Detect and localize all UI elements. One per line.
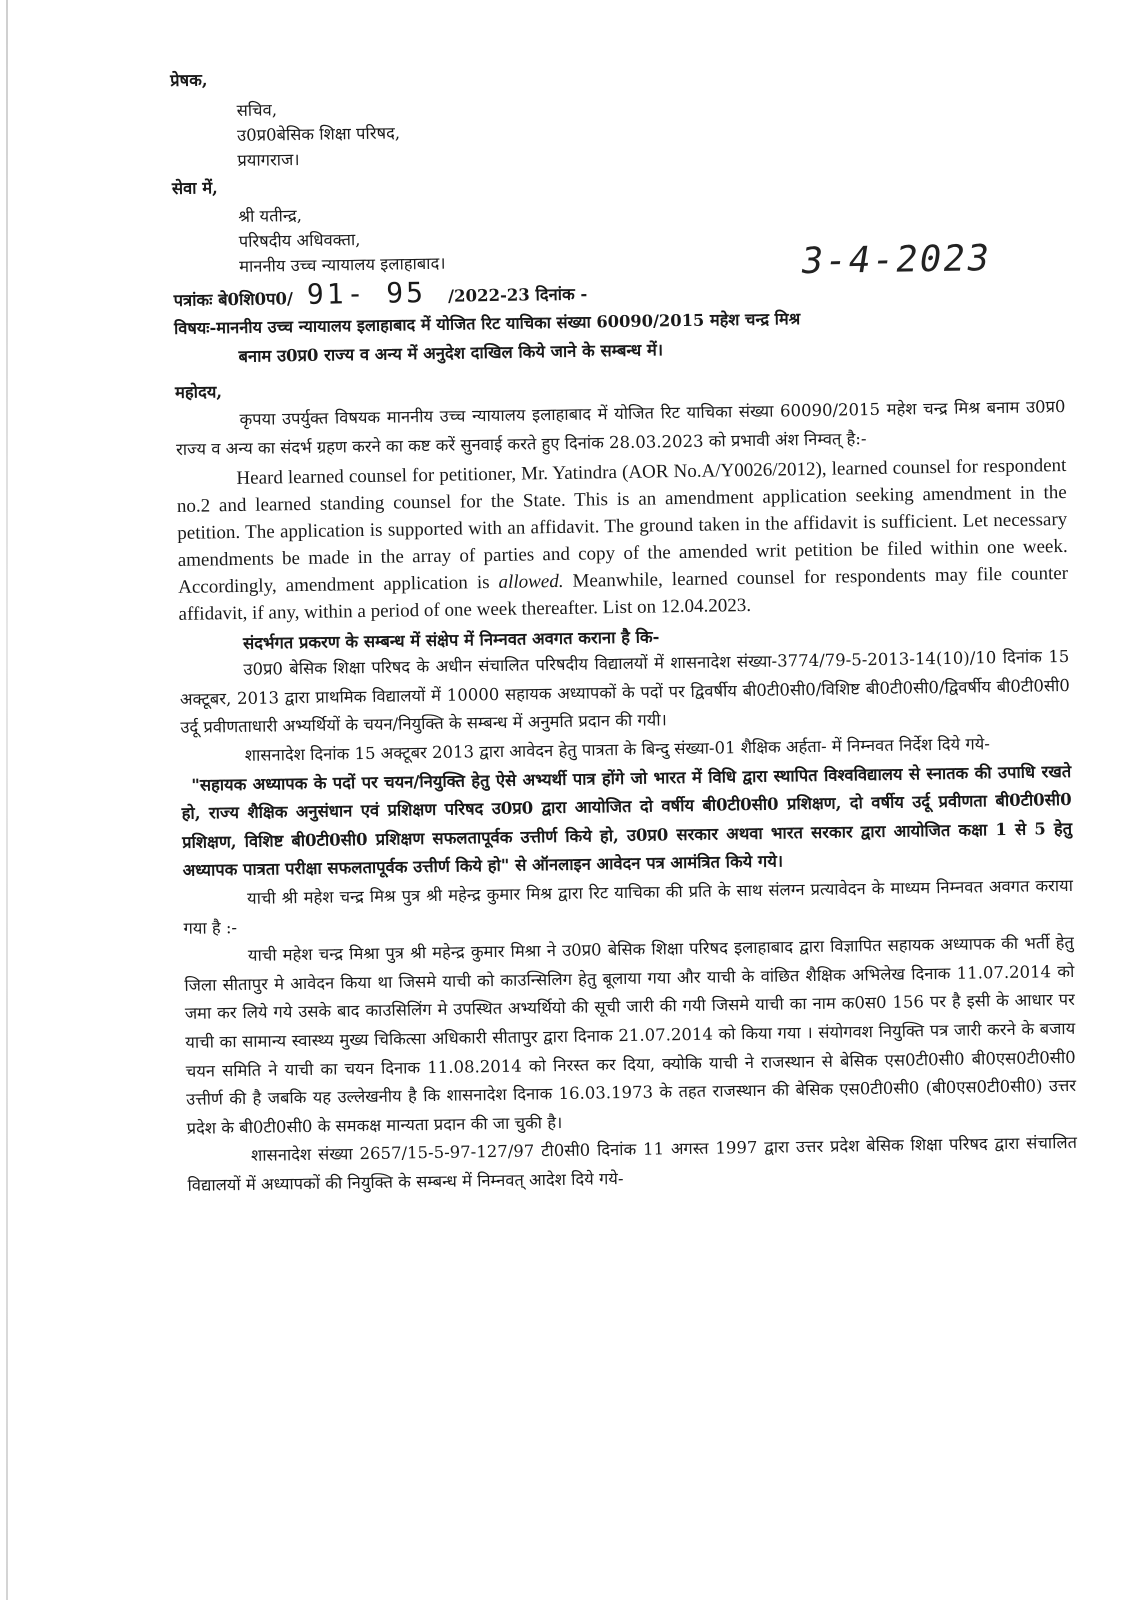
handwritten-reference-number: 91- 95 xyxy=(306,276,427,311)
order-text-after: Meanwhile, learned counsel for respondents may file counter affidavit, if any, within a period of one week thereafter. List on 12.04.2023. xyxy=(178,563,1069,626)
paragraph-4: याची महेश चन्द्र मिश्रा पुत्र श्री महेन्द्र कुमार मिश्रा ने उ0प्र0 बेसिक शिक्षा परिषद इलाहाबाद द्वारा विज्ञापित सहायक अध्यापक की भर्ती हेतु जिला सीतापुर मे आवेदन किया था जिसमे याची को काउन्सिलिग हेतु बूलाया गया और याची के वांछित शैक्षिक अभिलेख दिनाक 11.07.2014 को जमा कर लिये गये उसके बाद काउसिलिंग मे उपस्थित अभ्यर्थियो की सूची जारी की गयी जिसमे याची का नाम क0स0 156 पर है इसी के आधार पर याची का सामान्य स्वास्थ्य मुख्य चिकित्सा अधिकारी सीतापुर द्वारा दिनाक 21.07.2014 को किया गया । संयोगवश नियुक्ति पत्र जारी करने के बजाय चयन समिति ने याची का चयन दिनाक 11.08.2014 को निरस्त कर दिया, क्योकि याची ने राजस्थान से बेसिक एस0टी0सी0 बी0एस0टी0सी0 उत्तीर्ण की है जबकि यह उल्लेखनीय है कि शासनादेश दिनाक 16.03.1973 के तहत राजस्थान की बेसिक एस0टी0सी0 (बी0एस0टी0सी0) उत्तर प्रदेश के बी0टी0सी0 के समकक्ष मान्यता प्रदान की जा चुकी है। xyxy=(184,933,1077,1138)
reference-year: /2022-23 दिनांक - xyxy=(447,284,588,306)
handwritten-date: 3-4-2023 xyxy=(797,238,994,283)
recipient-line: परिषदीय अधिवक्ता, xyxy=(238,230,361,251)
sender-block xyxy=(170,85,1061,174)
context-heading: संदर्भगत प्रकरण के सम्बन्ध में संक्षेप में निम्नवत अवगत कराना है कि- xyxy=(242,627,660,654)
salutation: महोदय, xyxy=(174,382,223,402)
reference-prefix: पत्रांकः बे0शि0प0/ xyxy=(173,289,294,310)
paragraph-2: शासनादेश दिनांक 15 अक्टूबर 2013 द्वारा आवेदन हेतु पात्रता के बिन्दु संख्या-01 शैक्षिक अर्हता- में निम्नवत निर्देश दिये गये- xyxy=(244,734,991,765)
sender-line: प्रयागराज। xyxy=(237,149,300,170)
paragraph-1: उ0प्र0 बेसिक शिक्षा परिषद के अधीन संचालित परिषदीय विद्यालयों में शासनादेश संख्या-3774/79-5-2013-14(10)/10 दिनांक 15 अक्टूबर, 2013 द्वारा प्राथमिक विद्यालयों में 10000 सहायक अध्यापकों के पदों पर द्विवर्षीय बी0टी0सी0/विशिष्ट बी0टी0सी0/द्विवर्षीय बी0टी0सी0 उर्दू प्रवीणताधारी अभ्यर्थियों के चयन/नियुक्ति के सम्बन्ध में अनुमति प्रदान की गयी। xyxy=(179,647,1070,738)
intro-paragraph: कृपया उपर्युक्त विषयक माननीय उच्च न्यायालय इलाहाबाद में योजित रिट याचिका संख्या 60090/2015 महेश चन्द्र मिश्र बनाम उ0प्र0 राज्य व अन्य का संदर्भ ग्रहण करने का कष्ट करें सुनवाई करते हुए दिनांक 28.03.2023 को प्रभावी अंश निम्वत् है:- xyxy=(175,396,1066,459)
recipient-line: श्री यतीन्द्र, xyxy=(238,205,303,226)
paragraph-5: शासनादेश संख्या 2657/15-5-97-127/97 टी0सी0 दिनांक 11 अगस्त 1997 द्वारा उत्तर प्रदेश बेसिक शिक्षा परिषद द्वारा संचालित विद्यालयों में अध्यापकों की नियुक्ति के सम्बन्ध में निम्नवत् आदेश दिये गये- xyxy=(187,1133,1078,1195)
subject-line-1: विषयः-माननीय उच्च न्यायालय इलाहाबाद में योजित रिट याचिका संख्या 60090/2015 महेश चन्द्र मिश्र xyxy=(173,309,801,338)
to-label: सेवा में, xyxy=(171,178,219,198)
scan-edge xyxy=(6,0,8,1600)
order-text-before: Heard learned counsel for petitioner, Mr. Yatindra (AOR No.A/Y0026/2012), learned counsel for respondent no.2 and learned standing counsel for the State. This is an amendment application seeking amendment in the petition. The application is supported with an affidavit. The ground taken in the affidavit is sufficient. Let necessary amendments be made in the array of parties and copy of the amended writ petition be filed within one week. Accordingly, amendment application is xyxy=(176,455,1068,599)
subject-line-2: बनाम उ0प्र0 राज्य व अन्य में अनुदेश दाखिल किये जाने के सम्बन्ध में। xyxy=(238,340,664,366)
sender-line: सचिव, xyxy=(236,100,278,120)
order-italic-word: allowed. xyxy=(498,571,564,594)
paragraph-3: याची श्री महेश चन्द्र मिश्र पुत्र श्री महेन्द्र कुमार मिश्र द्वारा रिट याचिका की प्रति के साथ संलग्न प्रत्यावेदन के माध्यम निम्नवत अवगत कराया गया है :- xyxy=(183,875,1074,938)
sender-label: प्रेषक, xyxy=(170,70,208,90)
quoted-eligibility: "सहायक अध्यापक के पदों पर चयन/नियुक्ति हेतु ऐसे अभ्यर्थी पात्र होंगे जो भारत में विधि द्वारा स्थापित विश्वविद्यालय से स्नातक की उपाधि रखते हो, राज्य शैक्षिक अनुसंधान एवं प्रशिक्षण परिषद उ0प्र0 द्वारा आयोजित दो वर्षीय बी0टी0सी0 प्रशिक्षण, दो वर्षीय उर्दू प्रवीणता बी0टी0सी0 प्रशिक्षण, विशिष्ट बी0टी0सी0 प्रशिक्षण सफलतापूर्वक उत्तीर्ण किये हो, उ0प्र0 सरकार अथवा भारत सरकार द्वारा आयोजित कक्षा 1 से 5 हेतु अध्यापक पात्रता परीक्षा सफलतापूर्वक उत्तीर्ण किये हो" से ऑनलाइन आवेदन पत्र आमंत्रित किये गये। xyxy=(181,761,1073,881)
recipient-line: माननीय उच्च न्यायालय इलाहाबाद। xyxy=(238,253,446,276)
letter-page xyxy=(170,54,1078,1200)
court-order-paragraph xyxy=(176,452,1068,628)
sender-line: उ0प्र0बेसिक शिक्षा परिषद, xyxy=(236,123,401,145)
